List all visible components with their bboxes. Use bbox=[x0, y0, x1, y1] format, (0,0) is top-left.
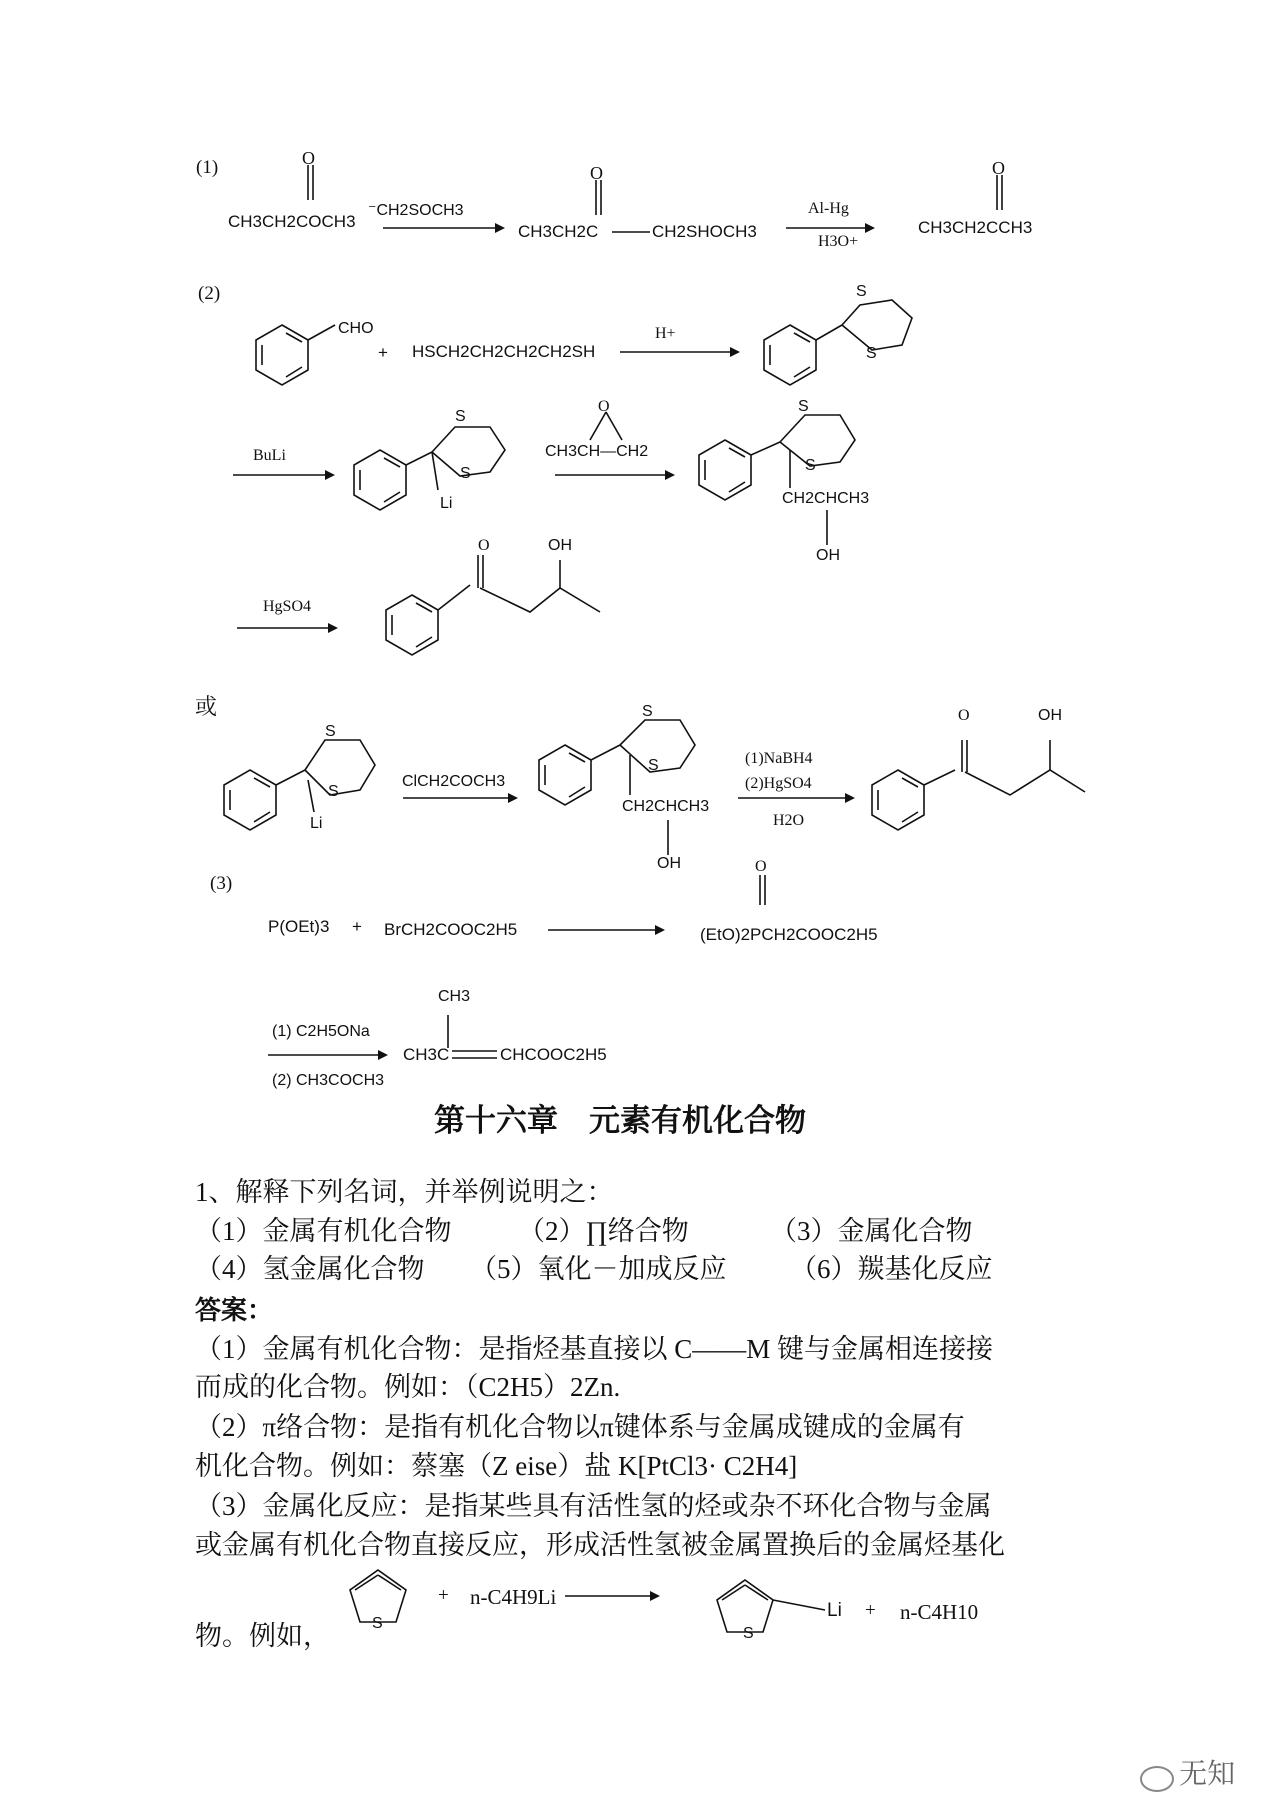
term-6: （6）羰基化反应 bbox=[790, 1254, 993, 1284]
alkene-left: CH3C bbox=[403, 1045, 450, 1064]
dithiane-s3: S bbox=[455, 408, 466, 425]
dithiane-s7: S bbox=[325, 723, 336, 740]
thiophene-s-2: S bbox=[743, 1625, 754, 1642]
term-4: （4）氢金属化合物 bbox=[195, 1254, 425, 1284]
cond-2: (2) CH3COCH3 bbox=[272, 1072, 385, 1089]
watermark bbox=[1140, 1752, 1235, 1792]
plus-ex-2: + bbox=[865, 1600, 876, 1621]
methyl: CH3 bbox=[438, 988, 471, 1005]
buli: BuLi bbox=[253, 447, 286, 464]
side-chain-2: CH2CHCH3 bbox=[622, 798, 710, 815]
bromoester: BrCH2COOC2H5 bbox=[384, 920, 518, 939]
epoxide-o: O bbox=[598, 398, 610, 415]
dithiane-s5: S bbox=[798, 398, 809, 415]
answer-line-1: （1）金属有机化合物：是指烃基直接以 C——M 键与金属相连接接 bbox=[195, 1334, 994, 1364]
cond-1: (1) C2H5ONa bbox=[272, 1023, 370, 1040]
answer-line-6: 或金属有机化合物直接反应，形成活性氢被金属置换后的金属烃基化 bbox=[195, 1530, 1005, 1560]
plus-2a: + bbox=[378, 343, 388, 362]
dithiol: HSCH2CH2CH2CH2SH bbox=[412, 342, 596, 361]
alkene-right: CHCOOC2H5 bbox=[500, 1045, 607, 1064]
hydroxyl-4: OH bbox=[1038, 707, 1062, 724]
reactant-1: CH3CH2COCH3 bbox=[228, 212, 356, 231]
thiophene-s-1: S bbox=[372, 1615, 383, 1632]
phosphonate-o: O bbox=[755, 858, 767, 875]
hydroxyl-2: OH bbox=[548, 537, 572, 554]
hgso4-2: (2)HgSO4 bbox=[745, 775, 812, 792]
reagent-1b-top: Al-Hg bbox=[808, 200, 849, 217]
carbonyl-o-2: O bbox=[590, 163, 603, 183]
phosphonate: (EtO)2PCH2COOC2H5 bbox=[700, 925, 878, 944]
answer-line-3: （2）π络合物：是指有机化合物以π键体系与金属成键成的金属有 bbox=[195, 1412, 965, 1442]
acid-catalyst: H+ bbox=[655, 325, 676, 342]
term-1: （1）金属有机化合物 bbox=[195, 1216, 452, 1246]
answer-line-5: （3）金属化反应：是指某些具有活性氢的烃或杂不环化合物与金属 bbox=[195, 1491, 992, 1521]
carbonyl-o-3: O bbox=[992, 158, 1005, 178]
watermark-text: 无知 bbox=[1179, 1757, 1236, 1790]
reagent-1: ⁻CH2SOCH3 bbox=[368, 202, 464, 219]
term-5: （5）氧化－加成反应 bbox=[470, 1254, 727, 1284]
lithium-2: Li bbox=[310, 815, 323, 832]
product-1: CH3CH2CCH3 bbox=[918, 218, 1033, 237]
ketone-o-2: O bbox=[958, 707, 970, 724]
answer-line-4: 机化合物。例如：蔡塞（Z eise）盐 K[PtCl3· C2H4] bbox=[195, 1451, 798, 1481]
label-3: (3) bbox=[210, 873, 233, 894]
plus-3: + bbox=[352, 917, 362, 936]
dithiane-s1: S bbox=[856, 283, 867, 300]
label-2: (2) bbox=[198, 283, 221, 304]
or-label: 或 bbox=[195, 694, 218, 719]
intermediate-1-right: CH2SHOCH3 bbox=[652, 222, 757, 241]
butane: n-C4H10 bbox=[900, 1600, 979, 1624]
hgso4: HgSO4 bbox=[263, 598, 312, 615]
carbonyl-o-1: O bbox=[302, 148, 315, 168]
term-2: （2）∏络合物 bbox=[518, 1216, 689, 1246]
plus-ex-1: + bbox=[438, 1585, 449, 1606]
question-stem: 1、解释下列名词，并举例说明之： bbox=[195, 1177, 614, 1207]
dithiane-s2: S bbox=[866, 345, 877, 362]
dithiane-s6: S bbox=[805, 457, 816, 474]
hydroxyl-3: OH bbox=[657, 855, 681, 872]
chat-bubble-icon bbox=[1140, 1766, 1174, 1792]
ketone-o-1: O bbox=[478, 537, 490, 554]
label-1: (1) bbox=[196, 157, 219, 178]
answer-label: 答案： bbox=[195, 1296, 274, 1326]
scheme-2d bbox=[224, 720, 1085, 855]
answer-line-7: 物。例如， bbox=[195, 1621, 330, 1651]
side-chain-1: CH2CHCH3 bbox=[782, 490, 870, 507]
chloroacetone: ClCH2COCH3 bbox=[402, 773, 506, 790]
term-3: （3）金属化合物 bbox=[770, 1216, 973, 1246]
dithiane-s8: S bbox=[328, 783, 339, 800]
nabh4: (1)NaBH4 bbox=[745, 750, 813, 767]
reagent-1b-bottom: H3O+ bbox=[818, 233, 859, 250]
dithiane-s9: S bbox=[642, 703, 653, 720]
epoxide: CH3CH—CH2 bbox=[545, 443, 649, 460]
lithium-1: Li bbox=[440, 495, 453, 512]
dithiane-s4: S bbox=[460, 465, 471, 482]
chapter-title: 第十六章 元素有机化合物 bbox=[434, 1103, 806, 1139]
butyllithium: n-C4H9Li bbox=[470, 1585, 557, 1609]
aldehyde-group: CHO bbox=[338, 320, 374, 337]
dithiane-s10: S bbox=[648, 757, 659, 774]
hydroxyl-1: OH bbox=[816, 547, 840, 564]
intermediate-1-left: CH3CH2C bbox=[518, 222, 599, 241]
scheme-2b bbox=[233, 412, 855, 545]
answer-line-2: 而成的化合物。例如：（C2H5）2Zn. bbox=[195, 1372, 621, 1402]
lithium-3: Li bbox=[827, 1600, 842, 1621]
phosphite: P(OEt)3 bbox=[268, 917, 330, 936]
water: H2O bbox=[773, 812, 805, 829]
